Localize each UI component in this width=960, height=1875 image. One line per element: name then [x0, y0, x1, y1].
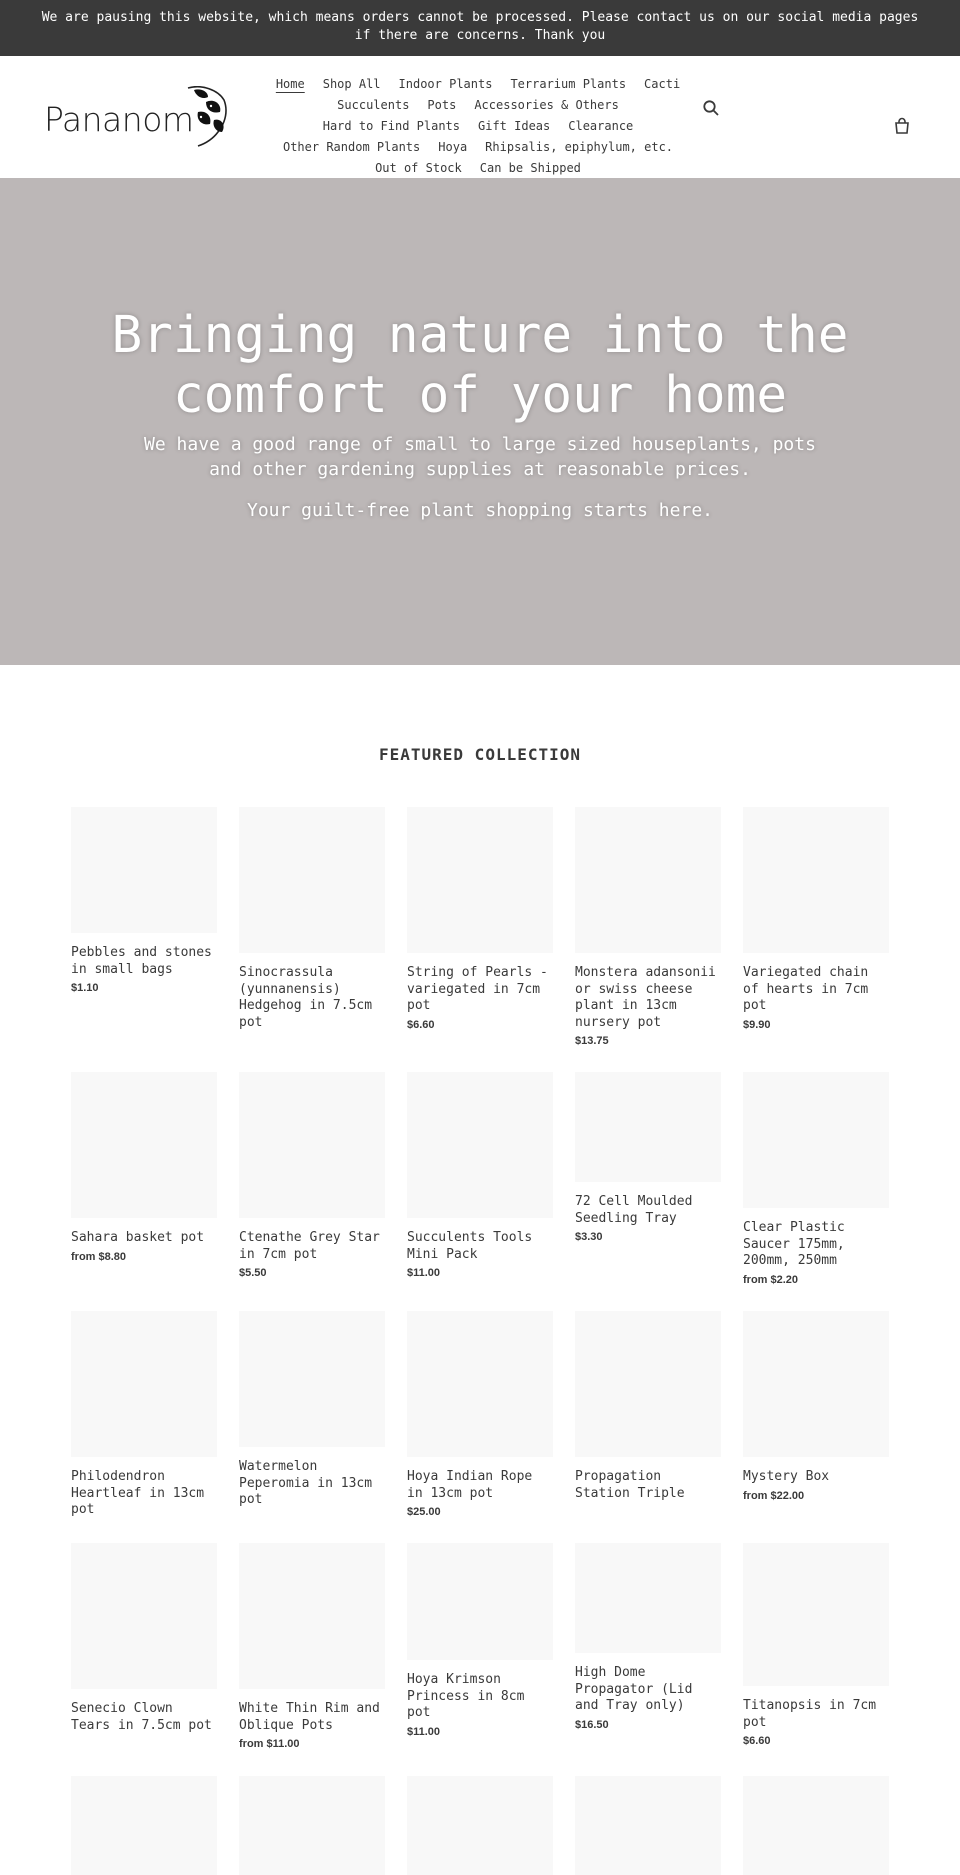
product-title[interactable]: High Dome Propagator (Lid and Tray only)	[575, 1665, 693, 1713]
product-card[interactable]	[407, 1072, 553, 1281]
product-card[interactable]	[407, 1543, 553, 1740]
product-image[interactable]	[575, 1072, 721, 1182]
product-card[interactable]	[407, 1776, 553, 1875]
hero-banner	[0, 178, 960, 665]
nav-item[interactable]: Hard to Find Plants	[322, 119, 460, 133]
product-title[interactable]: Senecio Clown Tears in 7.5cm pot	[71, 1701, 212, 1733]
product-card[interactable]	[239, 1072, 385, 1281]
product-price: $3.30	[575, 1231, 603, 1243]
product-title[interactable]: 72 Cell Moulded Seedling Tray	[575, 1194, 693, 1226]
product-price: $6.60	[407, 1018, 435, 1031]
product-card[interactable]	[71, 807, 217, 996]
product-image[interactable]	[71, 807, 217, 933]
product-price: $1.10	[71, 982, 99, 994]
product-price: $16.50	[575, 1718, 609, 1731]
product-card[interactable]	[575, 807, 721, 1049]
product-title[interactable]: Hoya Indian Rope in 13cm pot	[407, 1469, 533, 1501]
main-nav	[262, 74, 694, 179]
product-price: $6.60	[743, 1735, 771, 1747]
product-price: $13.75	[575, 1035, 609, 1047]
product-image[interactable]	[71, 1543, 217, 1689]
product-card[interactable]	[239, 1543, 385, 1752]
product-card[interactable]	[71, 1543, 217, 1734]
product-card[interactable]	[239, 1311, 385, 1509]
product-title[interactable]: Monstera adansonii or swiss cheese plant in 13cm nursery pot	[575, 965, 716, 1030]
product-title[interactable]: Propagation Station Triple	[575, 1469, 685, 1501]
product-card[interactable]	[239, 1776, 385, 1875]
nav-item[interactable]: Shop All	[322, 77, 381, 91]
product-price: from $2.20	[743, 1273, 799, 1286]
product-title[interactable]: Philodendron Heartleaf in 13cm pot	[71, 1469, 205, 1517]
product-image[interactable]	[71, 1311, 217, 1457]
leaf-icon	[184, 86, 230, 148]
nav-item[interactable]: Indoor Plants	[398, 77, 493, 91]
product-image[interactable]	[407, 1543, 553, 1660]
product-title[interactable]: White Thin Rim and Oblique Pots	[239, 1701, 380, 1733]
nav-item[interactable]: Clearance	[568, 119, 634, 133]
product-card[interactable]	[71, 1311, 217, 1519]
product-title[interactable]: Ctenathe Grey Star in 7cm pot	[239, 1230, 380, 1262]
product-title[interactable]: Hoya Krimson Princess in 8cm pot	[407, 1672, 525, 1720]
product-card[interactable]	[743, 1543, 889, 1749]
product-card[interactable]	[575, 1776, 721, 1875]
product-price: $11.00	[407, 1267, 441, 1279]
logo-wordmark: Pananom	[44, 100, 194, 139]
product-card[interactable]	[71, 1776, 217, 1875]
product-image[interactable]	[575, 1311, 721, 1457]
nav-item[interactable]: Can be Shipped	[479, 161, 581, 175]
search-icon[interactable]	[702, 99, 720, 117]
nav-item[interactable]: Accessories & Others	[474, 98, 619, 112]
product-image[interactable]	[575, 1543, 721, 1653]
product-title[interactable]: Sahara basket pot	[71, 1230, 205, 1245]
site-logo[interactable]	[44, 86, 230, 148]
hero-tagline: Your guilt-free plant shopping starts here.	[247, 500, 713, 521]
product-image[interactable]	[575, 807, 721, 953]
nav-item[interactable]: Home	[275, 77, 305, 91]
product-title[interactable]: String of Pearls - variegated in 7cm pot	[407, 965, 548, 1013]
cart-icon[interactable]	[893, 117, 911, 135]
product-image[interactable]	[743, 1543, 889, 1686]
product-image[interactable]	[407, 1311, 553, 1457]
hero-title: Bringing nature into the comfort of your home	[111, 306, 849, 425]
product-image[interactable]	[743, 1072, 889, 1208]
product-image[interactable]	[239, 1311, 385, 1447]
product-title[interactable]: Clear Plastic Saucer 175mm, 200mm, 250mm	[743, 1220, 845, 1268]
product-row	[71, 1311, 889, 1520]
product-image[interactable]	[239, 1776, 385, 1875]
product-image[interactable]	[71, 1072, 217, 1218]
nav-item[interactable]: Pots	[427, 98, 457, 112]
product-image[interactable]	[239, 1543, 385, 1689]
product-title[interactable]: Pebbles and stones in small bags	[71, 945, 212, 977]
hero-subtitle: We have a good range of small to large sized houseplants, pots and other gardening supplies at reasonable prices.	[144, 434, 816, 480]
product-title[interactable]: Mystery Box	[743, 1469, 830, 1484]
product-price: $11.00	[407, 1725, 441, 1738]
product-image[interactable]	[407, 1776, 553, 1875]
announcement-text: We are pausing this website, which means orders cannot be processed. Please contact us on our social media pages if there are concerns. Thank you	[41, 10, 919, 43]
product-card[interactable]	[239, 807, 385, 1031]
nav-item[interactable]: Rhipsalis, epiphylum, etc.	[485, 140, 674, 154]
site-header	[0, 56, 960, 178]
nav-item[interactable]: Other Random Plants	[282, 140, 421, 154]
product-row	[71, 807, 889, 1049]
product-price: $9.90	[743, 1018, 771, 1031]
product-card[interactable]	[743, 807, 889, 1033]
announcement-bar	[0, 0, 960, 56]
nav-item[interactable]: Cacti	[644, 77, 681, 91]
product-price: from $8.80	[71, 1250, 127, 1263]
product-image[interactable]	[71, 1776, 217, 1875]
nav-item[interactable]: Gift Ideas	[478, 119, 551, 133]
product-price: from $22.00	[743, 1489, 805, 1502]
product-row	[71, 1072, 889, 1288]
nav-item[interactable]: Out of Stock	[375, 161, 462, 175]
nav-item[interactable]: Hoya	[438, 140, 468, 154]
nav-item[interactable]: Succulents	[337, 98, 410, 112]
product-image[interactable]	[743, 1311, 889, 1457]
product-image[interactable]	[743, 807, 889, 953]
product-card[interactable]	[743, 1072, 889, 1288]
product-image[interactable]	[407, 1072, 553, 1218]
product-card[interactable]	[743, 1311, 889, 1504]
product-card[interactable]	[71, 1072, 217, 1265]
product-title[interactable]: Watermelon Peperomia in 13cm pot	[239, 1459, 373, 1507]
product-title[interactable]: Variegated chain of hearts in 7cm pot	[743, 965, 869, 1013]
product-card[interactable]	[407, 807, 553, 1033]
product-card[interactable]	[575, 1543, 721, 1733]
product-title[interactable]: Sinocrassula (yunnanensis) Hedgehog in 7.5cm pot	[239, 965, 373, 1030]
product-price: $25.00	[407, 1506, 441, 1518]
product-title[interactable]: Succulents Tools Mini Pack	[407, 1230, 533, 1262]
product-image[interactable]	[239, 1072, 385, 1218]
product-image[interactable]	[407, 807, 553, 953]
product-row	[71, 1543, 889, 1752]
product-image[interactable]	[575, 1776, 721, 1875]
nav-item[interactable]: Terrarium Plants	[510, 77, 627, 91]
product-card[interactable]	[575, 1072, 721, 1245]
product-card[interactable]	[743, 1776, 889, 1875]
product-price: from $11.00	[239, 1738, 300, 1750]
product-card[interactable]	[575, 1311, 721, 1502]
product-image[interactable]	[239, 807, 385, 953]
product-price: $5.50	[239, 1267, 267, 1279]
product-card[interactable]	[407, 1311, 553, 1520]
product-title[interactable]: Titanopsis in 7cm pot	[743, 1698, 877, 1730]
product-image[interactable]	[743, 1776, 889, 1875]
product-row	[71, 1776, 889, 1875]
featured-collection-heading: FEATURED COLLECTION	[378, 745, 582, 764]
